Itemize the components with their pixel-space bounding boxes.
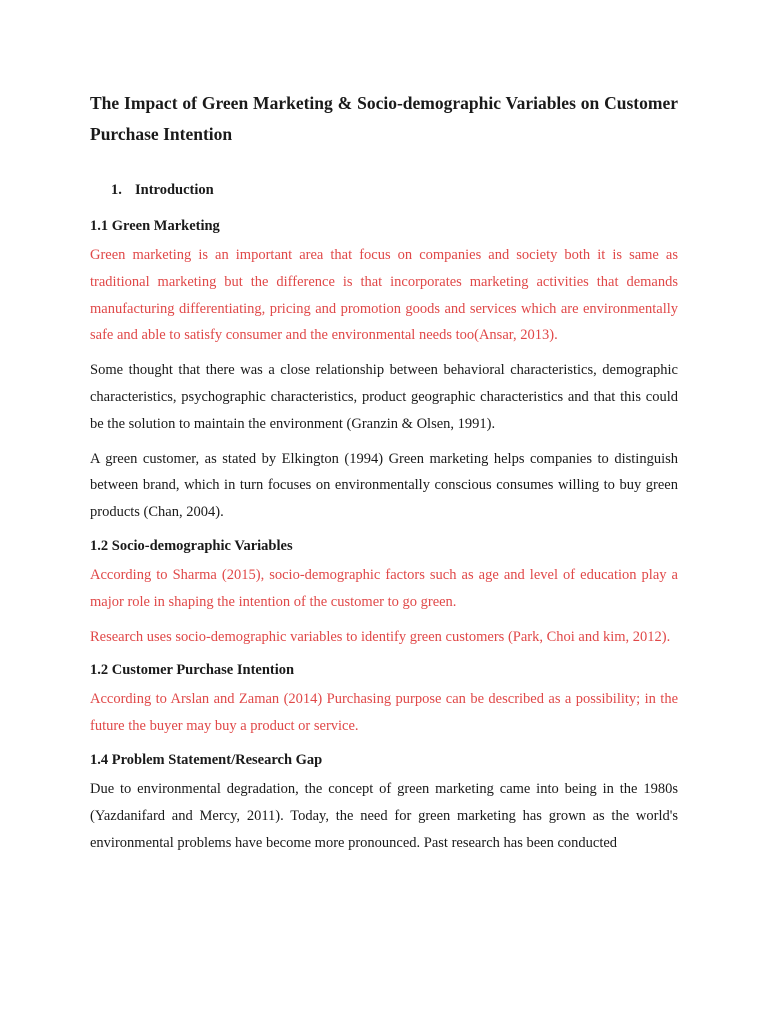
paragraph-green-marketing-definition: Green marketing is an important area that focus on companies and society both it is same as traditional marketing but the difference is that incorporates marketing activities that demands manufacturing differentiating, pricing and promotion goods and services which are environmentally safe and able to satisfy consumer and the environmental needs too(Ansar, 2013). <box>90 247 678 344</box>
document-title: The Impact of Green Marketing & Socio-demographic Variables on Customer Purchase Intention <box>90 93 678 144</box>
introduction-heading <box>90 180 678 200</box>
introduction-number: 1. <box>111 182 122 198</box>
paragraph-green-customer: A green customer, as stated by Elkington (1994) Green marketing helps companies to distinguish between brand, which in turn focuses on environmentally conscious consumes willing to buy green products (Chan, 2004). <box>90 450 678 521</box>
section-heading-green-marketing: 1.1 Green Marketing <box>90 218 220 234</box>
document-page <box>90 88 678 864</box>
paragraph-arslan-zaman: According to Arslan and Zaman (2014) Purchasing purpose can be described as a possibility; in the future the buyer may buy a product or service. <box>90 691 678 735</box>
paragraph-park-choi-kim: Research uses socio-demographic variables to identify green customers (Park, Choi and kim, 2012). <box>90 628 671 645</box>
paragraph-behavioral-characteristics: Some thought that there was a close relationship between behavioral characteristics, demographic characteristics, psychographic characteristics, product geographic characteristics and that this could be the solution to maintain the environment (Granzin & Olsen, 1991). <box>90 362 678 432</box>
introduction-label: Introduction <box>135 182 214 198</box>
paragraph-environmental-degradation: Due to environmental degradation, the concept of green marketing came into being in the 1980s (Yazdanifard and Mercy, 2011). Today, the need for green marketing has grown as the world's environmental problems have become more pronounced. Past research has been conducted <box>90 780 678 851</box>
paragraph-sharma: According to Sharma (2015), socio-demographic factors such as age and level of education play a major role in shaping the intention of the customer to go green. <box>90 566 678 610</box>
section-heading-purchase-intention: 1.2 Customer Purchase Intention <box>90 662 295 679</box>
section-heading-socio-demographic: 1.2 Socio-demographic Variables <box>90 537 293 554</box>
section-heading-problem-statement: 1.4 Problem Statement/Research Gap <box>90 751 323 768</box>
